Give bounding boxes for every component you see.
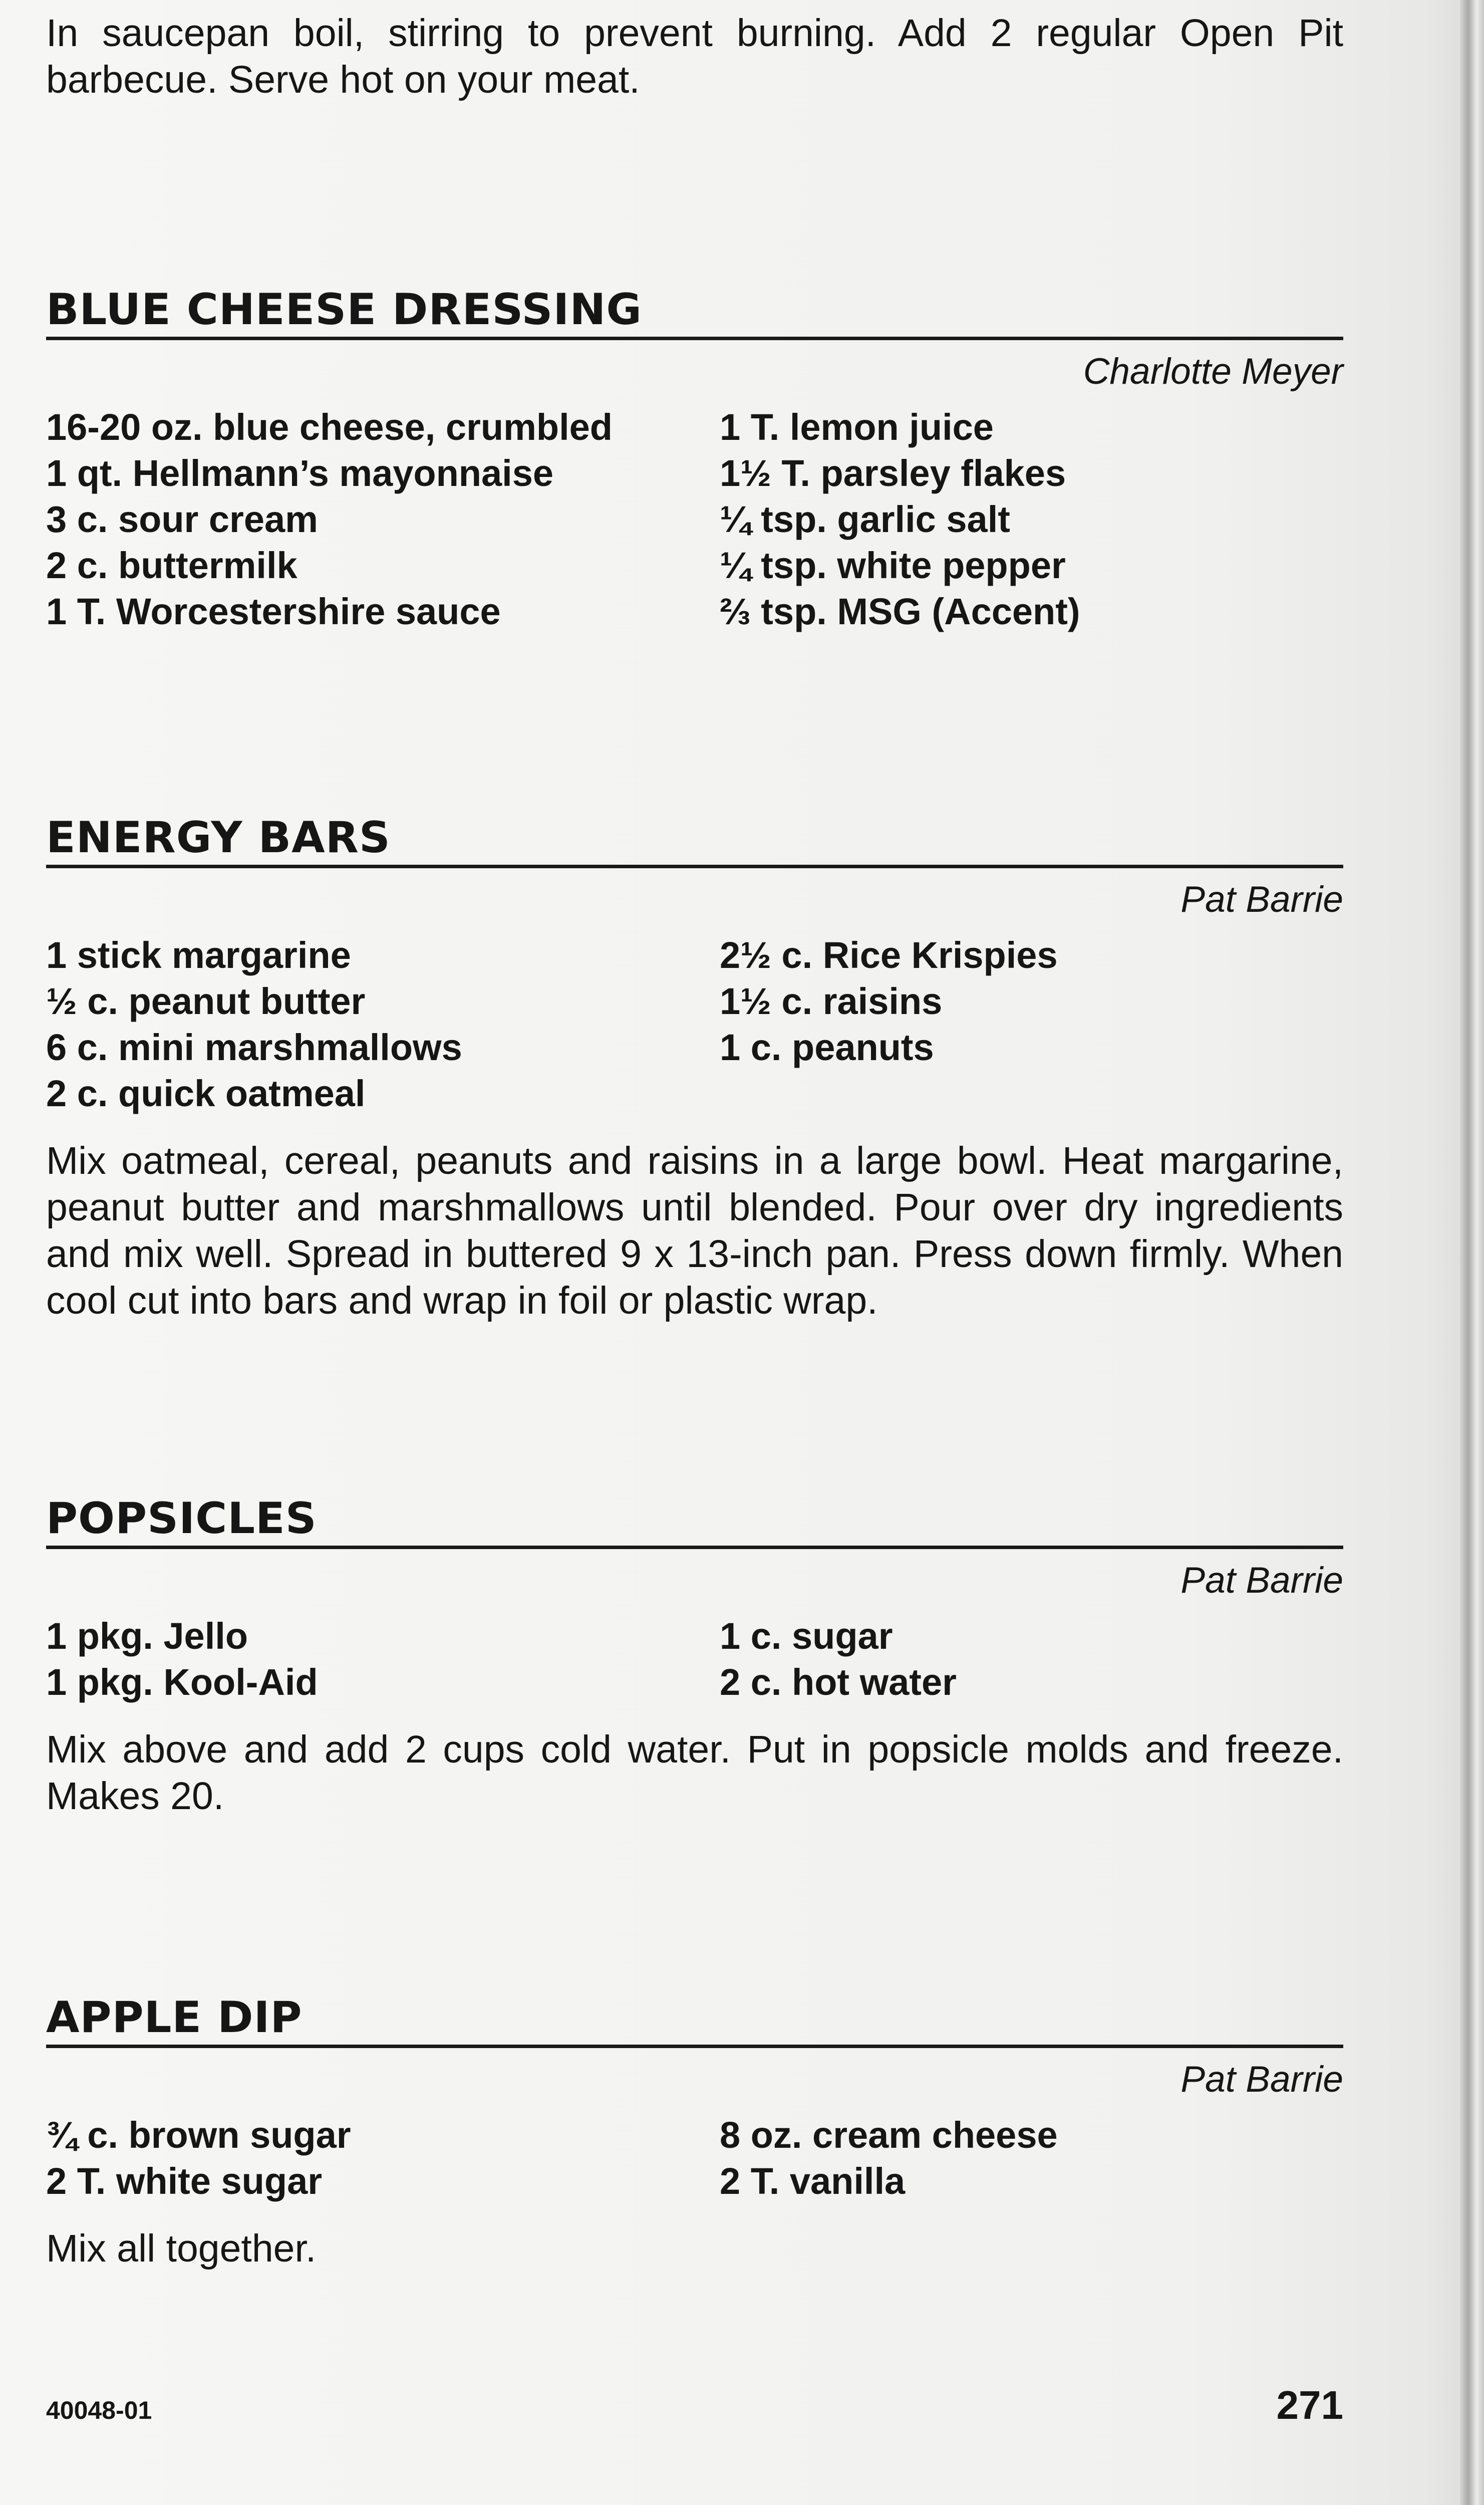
intro-paragraph: In saucepan boil, stirring to prevent burning. Add 2 regular Open Pit barbecue. Serve hot on your meat. [46, 12, 1343, 101]
ingredient: 8 oz. cream cheese [720, 2114, 1058, 2156]
ingredient: 2 c. quick oatmeal [46, 1073, 366, 1114]
ingredient-column-right [720, 932, 1343, 1117]
ingredient-list [46, 2112, 1343, 2204]
title-rule [46, 865, 1343, 868]
ingredient: ¼ tsp. garlic salt [720, 498, 1010, 540]
ingredient: ⅔ tsp. MSG (Accent) [720, 591, 1080, 632]
ingredient-list [46, 1613, 1343, 1705]
page-footer [46, 2382, 1343, 2428]
page-number: 271 [1276, 2383, 1343, 2427]
ingredient: 1 pkg. Kool-Aid [46, 1661, 318, 1703]
ingredient: 2 c. buttermilk [46, 545, 298, 586]
ingredient: 2½ c. Rice Krispies [720, 934, 1058, 976]
ingredient: 1 T. lemon juice [720, 406, 994, 448]
ingredient-list [46, 404, 1343, 635]
ingredient: 1 stick margarine [46, 934, 351, 976]
recipe-energy-bars [46, 813, 1343, 1324]
ingredient: ½ c. peanut butter [46, 980, 366, 1022]
ingredient: ¾ c. brown sugar [46, 2114, 351, 2156]
ingredient: 2 c. hot water [720, 1661, 957, 1703]
recipe-apple-dip [46, 1992, 1343, 2272]
book-spine-shadow [1460, 0, 1484, 2505]
ingredient-column-right [720, 1613, 1343, 1705]
recipe-title: APPLE DIP [46, 1992, 303, 2043]
ingredient-column-right [720, 2112, 1343, 2204]
recipe-instructions: Mix all together. [46, 2227, 317, 2270]
ingredient: 16-20 oz. blue cheese, crumbled [46, 406, 613, 448]
recipe-author: Pat Barrie [1180, 1560, 1343, 1601]
ingredient: 1 c. sugar [720, 1615, 893, 1657]
recipe-title: POPSICLES [46, 1493, 317, 1544]
ingredient: 1½ T. parsley flakes [720, 452, 1066, 494]
ingredient: ¼ tsp. white pepper [720, 545, 1066, 586]
ingredient-list [46, 932, 1343, 1117]
recipe-author: Charlotte Meyer [1083, 351, 1343, 392]
title-rule [46, 1546, 1343, 1549]
ingredient: 1 c. peanuts [720, 1027, 934, 1068]
ingredient-column-left [46, 404, 720, 635]
recipe-title: BLUE CHEESE DRESSING [46, 285, 642, 335]
ingredient: 1 pkg. Jello [46, 1615, 248, 1657]
book-code: 40048-01 [46, 2396, 152, 2424]
recipe-instructions: Mix above and add 2 cups cold water. Put in popsicle molds and freeze. Makes 20. [46, 1728, 1343, 1818]
recipe-instructions: Mix oatmeal, cereal, peanuts and raisins in a large bowl. Heat margarine, peanut butter and marshmallows until blended. Pour over dry ingredients and mix well. Spread in buttered 9 x 13-inch pan. Press down firmly. When cool cut into bars and wrap in foil or plastic wrap. [46, 1139, 1343, 1322]
recipe-popsicles [46, 1493, 1343, 1820]
recipe-author: Pat Barrie [1180, 879, 1343, 920]
ingredient-column-left [46, 1613, 720, 1705]
ingredient: 2 T. vanilla [720, 2160, 906, 2202]
title-rule [46, 337, 1343, 340]
page-content [46, 10, 1343, 2311]
title-rule [46, 2045, 1343, 2048]
ingredient: 1 qt. Hellmann’s mayonnaise [46, 452, 554, 494]
ingredient-column-left [46, 2112, 720, 2204]
recipe-title: ENERGY BARS [46, 813, 391, 863]
recipe-blue-cheese-dressing [46, 285, 1343, 635]
ingredient: 2 T. white sugar [46, 2160, 323, 2202]
ingredient: 1½ c. raisins [720, 980, 943, 1022]
recipe-author: Pat Barrie [1180, 2059, 1343, 2100]
ingredient-column-right [720, 404, 1343, 635]
ingredient: 6 c. mini marshmallows [46, 1027, 462, 1068]
ingredient-column-left [46, 932, 720, 1117]
ingredient: 1 T. Worcestershire sauce [46, 591, 501, 632]
ingredient: 3 c. sour cream [46, 498, 318, 540]
